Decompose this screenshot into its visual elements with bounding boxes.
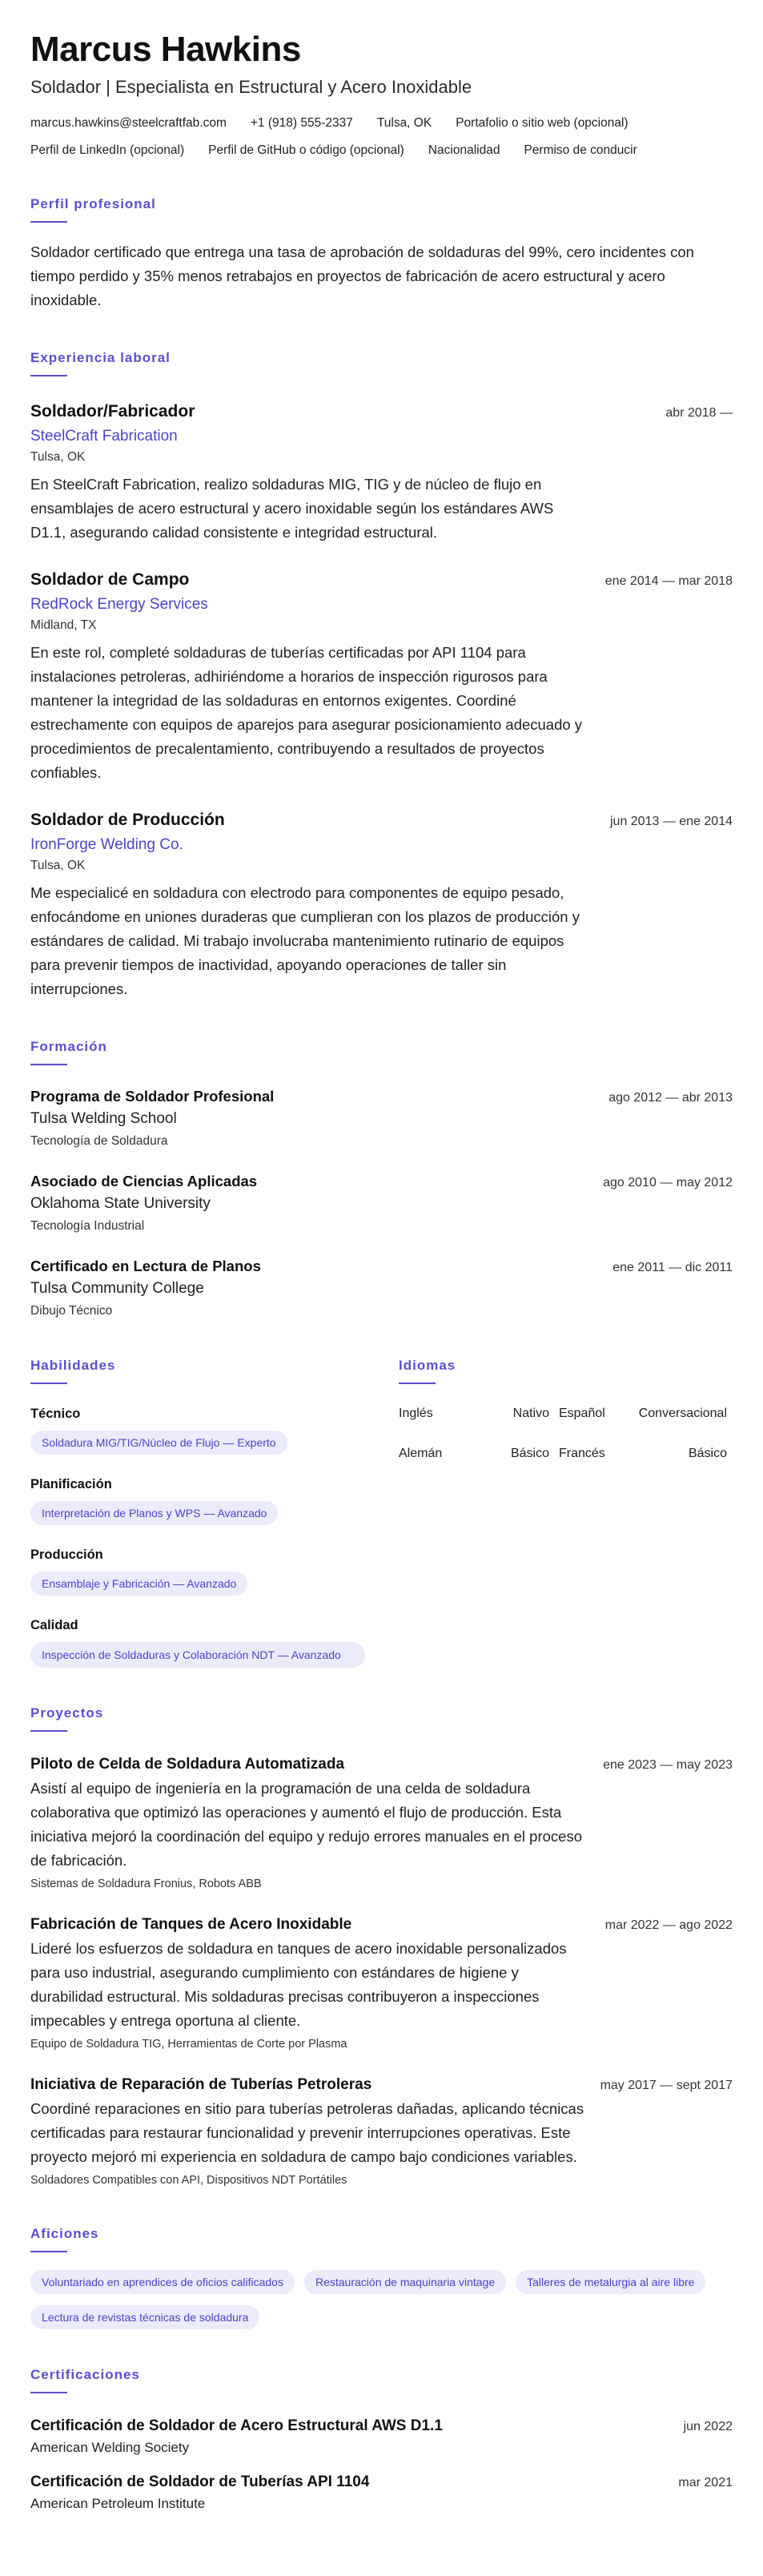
education-dates: ago 2012 — abr 2013 <box>608 1091 733 1105</box>
experience-entry <box>30 809 733 1001</box>
education-dates: ene 2011 — dic 2011 <box>612 1261 733 1274</box>
section-title: Habilidades <box>30 1358 116 1373</box>
hobby-list <box>30 2270 735 2329</box>
language-name: Español <box>559 1407 605 1420</box>
job-dates: abr 2018 — <box>665 406 733 420</box>
certification-name: Certificación de Soldador de Acero Estructural AWS D1.1 <box>30 2417 443 2434</box>
section-title: Proyectos <box>30 1705 104 1721</box>
contact-website[interactable]: Portafolio o sitio web (opcional) <box>456 116 628 130</box>
section-title: Aficiones <box>30 2226 99 2241</box>
skill-chip: Ensamblaje y Fabricación — Avanzado <box>30 1572 247 1596</box>
study-area: Dibujo Técnico <box>30 1304 113 1318</box>
languages-section <box>399 1357 731 1668</box>
education-entry <box>30 1256 733 1320</box>
job-title: Soldador de Campo <box>30 570 190 589</box>
section-title: Idiomas <box>399 1358 456 1373</box>
project-name: Fabricación de Tanques de Acero Inoxidable <box>30 1916 352 1933</box>
section-divider <box>30 1064 67 1065</box>
project-dates: mar 2022 — ago 2022 <box>604 1918 733 1932</box>
job-location: Midland, TX <box>30 618 97 632</box>
project-description: Lideré los esfuerzos de soldadura en tanques de acero inoxidable personalizados para uso industrial, asegurando cumplimiento con estándares de higiene y durabilidad estructural. Mis soldaduras precisas contribuyeron a inspecciones impecables y entrega oportuna al cliente. <box>30 1940 567 2029</box>
contact-drivers-license: Permiso de conducir <box>524 143 637 157</box>
hobby-chip: Lectura de revistas técnicas de soldadura <box>30 2305 259 2329</box>
summary-section <box>30 195 733 312</box>
skill-chip: Inspección de Soldaduras y Colaboración NDT — Avanzado <box>30 1642 365 1668</box>
job-description: En SteelCraft Fabrication, realizo soldaduras MIG, TIG y de núcleo de flujo en ensamblajes de acero estructural y acero inoxidable según los estándares AWS D1.1, asegurando calidad consistente e integridad estructural. <box>30 476 554 541</box>
job-title: Soldador/Fabricador <box>30 402 195 421</box>
section-title: Formación <box>30 1039 107 1054</box>
experience-entry <box>30 400 733 545</box>
skill-group-name: Planificación <box>30 1477 112 1491</box>
job-title: Soldador de Producción <box>30 811 225 829</box>
section-title: Certificaciones <box>30 2367 140 2382</box>
skill-group-name: Calidad <box>30 1618 78 1632</box>
school-name: Oklahoma State University <box>30 1195 211 1212</box>
skill-group-name: Producción <box>30 1548 103 1562</box>
project-dates: may 2017 — sept 2017 <box>600 2079 733 2092</box>
certification-issuer: American Petroleum Institute <box>30 2496 206 2511</box>
certification-entry <box>30 2416 733 2457</box>
language-level: Básico <box>510 1447 549 1460</box>
company-name: IronForge Welding Co. <box>30 836 183 853</box>
project-keywords: Equipo de Soldadura TIG, Herramientas de Corte por Plasma <box>30 2038 347 2051</box>
degree-title: Programa de Soldador Profesional <box>30 1088 275 1105</box>
section-divider <box>399 1383 436 1384</box>
language-name: Inglés <box>399 1407 433 1420</box>
section-divider <box>30 375 67 376</box>
company-name: RedRock Energy Services <box>30 596 208 613</box>
candidate-name: Marcus Hawkins <box>30 30 301 69</box>
project-keywords: Sistemas de Soldadura Fronius, Robots ABB <box>30 1878 262 1890</box>
project-name: Piloto de Celda de Soldadura Automatizada <box>30 1756 345 1773</box>
education-entry <box>30 1086 733 1150</box>
experience-section <box>30 349 733 1001</box>
skill-group <box>30 1475 399 1525</box>
project-entry <box>30 2075 733 2188</box>
projects-section <box>30 1705 733 2188</box>
section-divider <box>30 2392 67 2393</box>
education-dates: ago 2010 — may 2012 <box>603 1176 733 1189</box>
degree-title: Certificado en Lectura de Planos <box>30 1258 261 1274</box>
language-level: Nativo <box>512 1407 549 1420</box>
contact-location: Tulsa, OK <box>376 116 432 130</box>
language-name: Alemán <box>399 1447 443 1460</box>
job-location: Tulsa, OK <box>30 450 86 464</box>
school-name: Tulsa Welding School <box>30 1110 177 1127</box>
section-title: Experiencia laboral <box>30 350 171 365</box>
job-description: En este rol, completé soldaduras de tuberías certificadas por API 1104 para instalaciones petroleras, adhiriéndome a horarios de inspección rigurosos para mantener la integridad de las soldaduras en entornos exigentes. Coordiné estrechamente con equipos de aparejos para asegurar posicionamiento adecuado y procedimientos de precalentamiento, contribuyendo a resultados de proyectos confiables. <box>30 644 583 781</box>
hobby-chip: Talleres de metalurgia al aire libre <box>516 2270 705 2294</box>
job-location: Tulsa, OK <box>30 859 86 872</box>
contact-list <box>30 115 719 159</box>
certification-date: jun 2022 <box>683 2420 733 2433</box>
job-description: Me especialicé en soldadura con electrodo para componentes de equipo pesado, enfocándome en uniones duraderas que cumplieran con los plazos de producción y estándares de calidad. Mi trabajo involucraba mantenimiento rutinario de equipos para prevenir tiempos de inactividad, apoyando operaciones de taller sin interrupciones. <box>30 884 580 997</box>
language-name: Francés <box>559 1447 605 1460</box>
job-dates: jun 2013 — ene 2014 <box>609 815 733 828</box>
certification-date: mar 2021 <box>678 2476 733 2489</box>
skill-chip: Interpretación de Planos y WPS — Avanzado <box>30 1501 278 1525</box>
skill-chip: Soldadura MIG/TIG/Núcleo de Flujo — Experto <box>30 1431 287 1455</box>
contact-email[interactable]: marcus.hawkins@steelcraftfab.com <box>30 116 227 130</box>
skill-group <box>30 1616 399 1668</box>
contact-phone[interactable]: +1 (918) 555-2337 <box>250 116 353 130</box>
certification-name: Certificación de Soldador de Tuberías API 1104 <box>30 2473 370 2490</box>
certification-entry <box>30 2472 733 2514</box>
project-keywords: Soldadores Compatibles con API, Dispositivos NDT Portátiles <box>30 2174 347 2187</box>
project-entry <box>30 1914 733 2052</box>
degree-title: Asociado de Ciencias Aplicadas <box>30 1173 258 1189</box>
company-name: SteelCraft Fabrication <box>30 428 178 445</box>
language-level: Conversacional <box>638 1407 727 1420</box>
education-entry <box>30 1171 733 1235</box>
certification-issuer: American Welding Society <box>30 2440 190 2455</box>
section-divider <box>30 2251 67 2252</box>
experience-entry <box>30 569 733 785</box>
contact-linkedin[interactable]: Perfil de LinkedIn (opcional) <box>30 143 185 157</box>
project-dates: ene 2023 — may 2023 <box>603 1758 733 1772</box>
hobby-chip: Restauración de maquinaria vintage <box>304 2270 506 2294</box>
job-dates: ene 2014 — mar 2018 <box>604 574 733 588</box>
candidate-headline: Soldador | Especialista en Estructural y Acero Inoxidable <box>30 77 472 97</box>
summary-text: Soldador certificado que entrega una tasa de aprobación de soldaduras del 99%, cero incidentes con tiempo perdido y 35% menos retrabajos en proyectos de fabricación de acero estructural y acero inoxidable. <box>30 244 694 308</box>
section-divider <box>30 1383 67 1384</box>
contact-nationality: Nacionalidad <box>428 143 500 157</box>
resume-header <box>30 29 733 159</box>
study-area: Tecnología de Soldadura <box>30 1134 168 1148</box>
contact-github[interactable]: Perfil de GitHub o código (opcional) <box>208 143 404 157</box>
skill-group <box>30 1546 399 1596</box>
hobbies-section <box>30 2225 733 2329</box>
project-description: Coordiné reparaciones en sitio para tuberías petroleras dañadas, aplicando técnicas certificadas para restaurar funcionalidad y prevenir interrupciones operativas. Este proyecto mejoró mi experiencia en soldadura de campo bajo condiciones variables. <box>30 2100 584 2165</box>
study-area: Tecnología Industrial <box>30 1219 145 1233</box>
section-divider <box>30 1730 67 1732</box>
skills-section <box>30 1357 399 1668</box>
skills-languages-row <box>30 1357 733 1668</box>
certifications-section <box>30 2366 733 2514</box>
skill-group-name: Técnico <box>30 1407 81 1421</box>
section-divider <box>30 221 67 223</box>
project-description: Asistí al equipo de ingeniería en la programación de una celda de soldadura colaborativa que optimizó las operaciones y aumentó el flujo de producción. Esta iniciativa mejoró la coordinación del equipo y redujo errores manuales en el proceso de fabricación. <box>30 1780 582 1869</box>
project-name: Iniciativa de Reparación de Tuberías Petroleras <box>30 2076 372 2093</box>
language-list <box>399 1405 731 1463</box>
project-entry <box>30 1754 733 1892</box>
education-section <box>30 1038 733 1320</box>
hobby-chip: Voluntariado en aprendices de oficios calificados <box>30 2270 295 2294</box>
section-title: Perfil profesional <box>30 196 156 211</box>
skill-group <box>30 1405 399 1455</box>
language-level: Básico <box>688 1447 727 1460</box>
school-name: Tulsa Community College <box>30 1280 204 1297</box>
